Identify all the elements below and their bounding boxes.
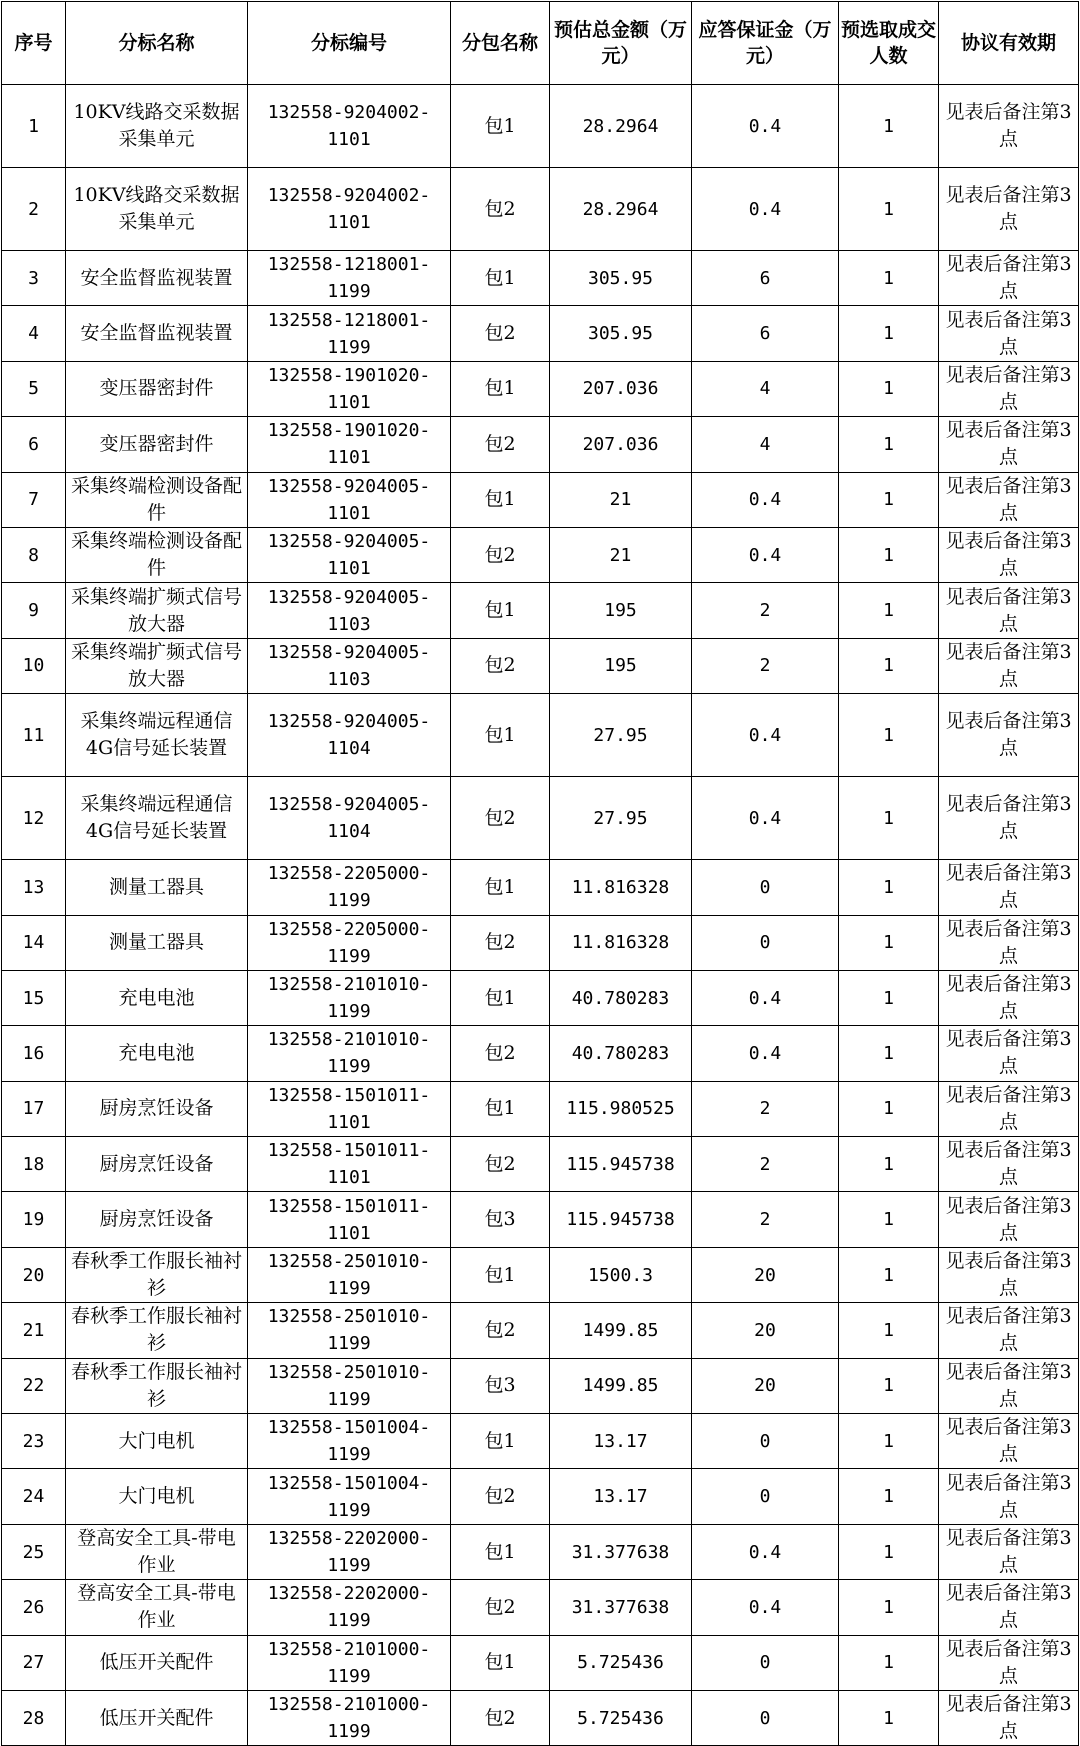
cell-amount: 5.725436	[550, 1690, 692, 1745]
table-row	[2, 361, 1079, 416]
cell-code: 132558-1218001-1199	[248, 306, 451, 361]
table-row	[2, 306, 1079, 361]
cell-amount: 40.780283	[550, 1026, 692, 1081]
cell-pkg: 包2	[451, 1690, 550, 1745]
cell-pkg: 包2	[451, 306, 550, 361]
cell-deposit: 0.4	[692, 1026, 839, 1081]
cell-name: 采集终端检测设备配件	[66, 527, 248, 582]
cell-name: 变压器密封件	[66, 417, 248, 472]
cell-name: 登高安全工具-带电作业	[66, 1524, 248, 1579]
cell-amount: 13.17	[550, 1414, 692, 1469]
cell-deposit: 6	[692, 306, 839, 361]
cell-deposit: 0	[692, 860, 839, 915]
cell-deposit: 20	[692, 1303, 839, 1358]
cell-pkg: 包1	[451, 860, 550, 915]
cell-seq: 28	[2, 1690, 66, 1745]
header-pkg: 分包名称	[451, 2, 550, 85]
cell-amount: 207.036	[550, 361, 692, 416]
cell-deposit: 20	[692, 1247, 839, 1302]
cell-validity: 见表后备注第3点	[939, 1303, 1079, 1358]
cell-validity: 见表后备注第3点	[939, 527, 1079, 582]
cell-name: 测量工器具	[66, 860, 248, 915]
cell-winners: 1	[839, 1414, 939, 1469]
cell-code: 132558-9204005-1101	[248, 527, 451, 582]
cell-deposit: 0.4	[692, 168, 839, 251]
table-row	[2, 1690, 1079, 1745]
cell-winners: 1	[839, 583, 939, 638]
table-row	[2, 1247, 1079, 1302]
cell-amount: 28.2964	[550, 85, 692, 168]
cell-code: 132558-9204002-1101	[248, 168, 451, 251]
cell-code: 132558-1901020-1101	[248, 417, 451, 472]
cell-winners: 1	[839, 417, 939, 472]
cell-winners: 1	[839, 1580, 939, 1635]
cell-pkg: 包2	[451, 777, 550, 860]
cell-code: 132558-1501004-1199	[248, 1414, 451, 1469]
cell-deposit: 0.4	[692, 970, 839, 1025]
cell-validity: 见表后备注第3点	[939, 1026, 1079, 1081]
cell-pkg: 包2	[451, 168, 550, 251]
cell-deposit: 2	[692, 1081, 839, 1136]
cell-winners: 1	[839, 1247, 939, 1302]
cell-name: 采集终端扩频式信号放大器	[66, 638, 248, 693]
cell-deposit: 0.4	[692, 85, 839, 168]
table-row	[2, 1137, 1079, 1192]
cell-pkg: 包1	[451, 1635, 550, 1690]
cell-deposit: 0	[692, 915, 839, 970]
table-row	[2, 1358, 1079, 1413]
cell-winners: 1	[839, 638, 939, 693]
table-row	[2, 85, 1079, 168]
header-winners: 预选取成交人数	[839, 2, 939, 85]
cell-name: 变压器密封件	[66, 361, 248, 416]
table-row	[2, 915, 1079, 970]
cell-deposit: 0	[692, 1690, 839, 1745]
cell-code: 132558-2101010-1199	[248, 970, 451, 1025]
table-row	[2, 777, 1079, 860]
cell-winners: 1	[839, 1026, 939, 1081]
cell-pkg: 包1	[451, 1524, 550, 1579]
cell-seq: 9	[2, 583, 66, 638]
cell-seq: 5	[2, 361, 66, 416]
cell-code: 132558-9204005-1101	[248, 472, 451, 527]
cell-validity: 见表后备注第3点	[939, 583, 1079, 638]
cell-seq: 3	[2, 251, 66, 306]
cell-code: 132558-2501010-1199	[248, 1303, 451, 1358]
cell-seq: 23	[2, 1414, 66, 1469]
cell-pkg: 包2	[451, 1137, 550, 1192]
cell-winners: 1	[839, 527, 939, 582]
cell-winners: 1	[839, 1524, 939, 1579]
cell-pkg: 包2	[451, 527, 550, 582]
cell-pkg: 包1	[451, 472, 550, 527]
cell-code: 132558-9204005-1103	[248, 583, 451, 638]
cell-code: 132558-9204005-1104	[248, 694, 451, 777]
cell-pkg: 包2	[451, 1469, 550, 1524]
cell-code: 132558-2101010-1199	[248, 1026, 451, 1081]
cell-amount: 40.780283	[550, 970, 692, 1025]
cell-name: 安全监督监视装置	[66, 251, 248, 306]
cell-seq: 10	[2, 638, 66, 693]
cell-name: 采集终端远程通信4G信号延长装置	[66, 694, 248, 777]
cell-amount: 1500.3	[550, 1247, 692, 1302]
cell-validity: 见表后备注第3点	[939, 85, 1079, 168]
cell-seq: 4	[2, 306, 66, 361]
cell-seq: 25	[2, 1524, 66, 1579]
cell-deposit: 4	[692, 417, 839, 472]
header-code: 分标编号	[248, 2, 451, 85]
cell-deposit: 2	[692, 1137, 839, 1192]
header-validity: 协议有效期	[939, 2, 1079, 85]
cell-name: 春秋季工作服长袖衬衫	[66, 1358, 248, 1413]
cell-code: 132558-9204005-1103	[248, 638, 451, 693]
cell-name: 春秋季工作服长袖衬衫	[66, 1303, 248, 1358]
header-amount: 预估总金额（万元）	[550, 2, 692, 85]
cell-winners: 1	[839, 1081, 939, 1136]
cell-name: 测量工器具	[66, 915, 248, 970]
header-name: 分标名称	[66, 2, 248, 85]
cell-name: 充电电池	[66, 970, 248, 1025]
cell-code: 132558-1901020-1101	[248, 361, 451, 416]
cell-deposit: 2	[692, 583, 839, 638]
cell-winners: 1	[839, 1192, 939, 1247]
table-row	[2, 1524, 1079, 1579]
cell-winners: 1	[839, 1469, 939, 1524]
cell-seq: 14	[2, 915, 66, 970]
cell-validity: 见表后备注第3点	[939, 694, 1079, 777]
cell-amount: 31.377638	[550, 1580, 692, 1635]
cell-pkg: 包1	[451, 251, 550, 306]
cell-winners: 1	[839, 306, 939, 361]
table-row	[2, 1303, 1079, 1358]
cell-pkg: 包2	[451, 915, 550, 970]
cell-amount: 31.377638	[550, 1524, 692, 1579]
header-seq: 序号	[2, 2, 66, 85]
cell-validity: 见表后备注第3点	[939, 1580, 1079, 1635]
cell-amount: 195	[550, 583, 692, 638]
cell-code: 132558-1501004-1199	[248, 1469, 451, 1524]
cell-winners: 1	[839, 1358, 939, 1413]
cell-amount: 207.036	[550, 417, 692, 472]
cell-amount: 1499.85	[550, 1358, 692, 1413]
cell-validity: 见表后备注第3点	[939, 168, 1079, 251]
cell-code: 132558-2101000-1199	[248, 1690, 451, 1745]
cell-amount: 11.816328	[550, 860, 692, 915]
cell-validity: 见表后备注第3点	[939, 417, 1079, 472]
cell-winners: 1	[839, 694, 939, 777]
cell-winners: 1	[839, 970, 939, 1025]
cell-winners: 1	[839, 1635, 939, 1690]
cell-amount: 27.95	[550, 777, 692, 860]
cell-seq: 19	[2, 1192, 66, 1247]
cell-amount: 305.95	[550, 306, 692, 361]
cell-name: 春秋季工作服长袖衬衫	[66, 1247, 248, 1302]
cell-amount: 195	[550, 638, 692, 693]
cell-pkg: 包1	[451, 361, 550, 416]
cell-amount: 115.945738	[550, 1192, 692, 1247]
cell-name: 厨房烹饪设备	[66, 1137, 248, 1192]
cell-code: 132558-1218001-1199	[248, 251, 451, 306]
cell-deposit: 0.4	[692, 527, 839, 582]
cell-deposit: 0.4	[692, 1524, 839, 1579]
cell-winners: 1	[839, 472, 939, 527]
cell-validity: 见表后备注第3点	[939, 970, 1079, 1025]
table-row	[2, 970, 1079, 1025]
cell-pkg: 包1	[451, 970, 550, 1025]
cell-code: 132558-2205000-1199	[248, 860, 451, 915]
table-row	[2, 860, 1079, 915]
cell-validity: 见表后备注第3点	[939, 1081, 1079, 1136]
cell-deposit: 20	[692, 1358, 839, 1413]
cell-pkg: 包2	[451, 417, 550, 472]
cell-code: 132558-2202000-1199	[248, 1524, 451, 1579]
table-row	[2, 1635, 1079, 1690]
cell-pkg: 包2	[451, 1580, 550, 1635]
cell-deposit: 6	[692, 251, 839, 306]
cell-seq: 11	[2, 694, 66, 777]
table-row	[2, 1192, 1079, 1247]
cell-winners: 1	[839, 251, 939, 306]
cell-seq: 24	[2, 1469, 66, 1524]
cell-name: 低压开关配件	[66, 1690, 248, 1745]
cell-deposit: 2	[692, 1192, 839, 1247]
cell-amount: 28.2964	[550, 168, 692, 251]
cell-validity: 见表后备注第3点	[939, 1690, 1079, 1745]
cell-winners: 1	[839, 168, 939, 251]
cell-name: 厨房烹饪设备	[66, 1081, 248, 1136]
cell-pkg: 包1	[451, 1081, 550, 1136]
cell-seq: 16	[2, 1026, 66, 1081]
table-row	[2, 1414, 1079, 1469]
cell-amount: 115.945738	[550, 1137, 692, 1192]
cell-validity: 见表后备注第3点	[939, 1247, 1079, 1302]
cell-code: 132558-1501011-1101	[248, 1137, 451, 1192]
cell-validity: 见表后备注第3点	[939, 1635, 1079, 1690]
cell-winners: 1	[839, 361, 939, 416]
cell-seq: 15	[2, 970, 66, 1025]
cell-code: 132558-2101000-1199	[248, 1635, 451, 1690]
cell-amount: 13.17	[550, 1469, 692, 1524]
cell-name: 厨房烹饪设备	[66, 1192, 248, 1247]
cell-seq: 27	[2, 1635, 66, 1690]
cell-validity: 见表后备注第3点	[939, 1414, 1079, 1469]
cell-deposit: 0	[692, 1414, 839, 1469]
cell-name: 安全监督监视装置	[66, 306, 248, 361]
cell-amount: 27.95	[550, 694, 692, 777]
cell-seq: 2	[2, 168, 66, 251]
cell-pkg: 包2	[451, 1026, 550, 1081]
cell-seq: 18	[2, 1137, 66, 1192]
cell-validity: 见表后备注第3点	[939, 1358, 1079, 1413]
table-row	[2, 168, 1079, 251]
cell-validity: 见表后备注第3点	[939, 361, 1079, 416]
cell-seq: 26	[2, 1580, 66, 1635]
cell-code: 132558-2501010-1199	[248, 1247, 451, 1302]
table-row	[2, 694, 1079, 777]
cell-amount: 305.95	[550, 251, 692, 306]
header-deposit: 应答保证金（万元）	[692, 2, 839, 85]
cell-validity: 见表后备注第3点	[939, 1524, 1079, 1579]
cell-deposit: 0	[692, 1635, 839, 1690]
cell-winners: 1	[839, 85, 939, 168]
cell-validity: 见表后备注第3点	[939, 638, 1079, 693]
cell-deposit: 0.4	[692, 777, 839, 860]
cell-name: 采集终端扩频式信号放大器	[66, 583, 248, 638]
cell-amount: 1499.85	[550, 1303, 692, 1358]
cell-winners: 1	[839, 1690, 939, 1745]
cell-deposit: 2	[692, 638, 839, 693]
cell-name: 10KV线路交采数据采集单元	[66, 85, 248, 168]
table-body	[2, 85, 1079, 1746]
cell-seq: 22	[2, 1358, 66, 1413]
cell-amount: 11.816328	[550, 915, 692, 970]
cell-name: 低压开关配件	[66, 1635, 248, 1690]
table-row	[2, 472, 1079, 527]
cell-code: 132558-9204002-1101	[248, 85, 451, 168]
cell-seq: 20	[2, 1247, 66, 1302]
cell-pkg: 包1	[451, 694, 550, 777]
cell-code: 132558-2205000-1199	[248, 915, 451, 970]
cell-seq: 7	[2, 472, 66, 527]
cell-deposit: 0	[692, 1469, 839, 1524]
cell-winners: 1	[839, 860, 939, 915]
cell-deposit: 0.4	[692, 1580, 839, 1635]
cell-deposit: 4	[692, 361, 839, 416]
cell-pkg: 包1	[451, 583, 550, 638]
cell-validity: 见表后备注第3点	[939, 251, 1079, 306]
cell-seq: 6	[2, 417, 66, 472]
cell-seq: 17	[2, 1081, 66, 1136]
cell-code: 132558-9204005-1104	[248, 777, 451, 860]
table-row	[2, 417, 1079, 472]
cell-validity: 见表后备注第3点	[939, 1137, 1079, 1192]
cell-pkg: 包3	[451, 1192, 550, 1247]
cell-name: 大门电机	[66, 1469, 248, 1524]
cell-pkg: 包1	[451, 1414, 550, 1469]
cell-name: 登高安全工具-带电作业	[66, 1580, 248, 1635]
cell-name: 采集终端远程通信4G信号延长装置	[66, 777, 248, 860]
cell-amount: 5.725436	[550, 1635, 692, 1690]
cell-validity: 见表后备注第3点	[939, 860, 1079, 915]
table-row	[2, 1081, 1079, 1136]
cell-seq: 13	[2, 860, 66, 915]
cell-name: 采集终端检测设备配件	[66, 472, 248, 527]
cell-validity: 见表后备注第3点	[939, 777, 1079, 860]
cell-validity: 见表后备注第3点	[939, 915, 1079, 970]
table-row	[2, 583, 1079, 638]
cell-validity: 见表后备注第3点	[939, 1469, 1079, 1524]
cell-name: 10KV线路交采数据采集单元	[66, 168, 248, 251]
table-row	[2, 1580, 1079, 1635]
cell-seq: 21	[2, 1303, 66, 1358]
header-row	[2, 2, 1079, 85]
cell-pkg: 包1	[451, 1247, 550, 1302]
cell-pkg: 包2	[451, 1303, 550, 1358]
cell-pkg: 包1	[451, 85, 550, 168]
cell-winners: 1	[839, 915, 939, 970]
cell-code: 132558-1501011-1101	[248, 1081, 451, 1136]
procurement-table	[1, 1, 1079, 1746]
cell-name: 充电电池	[66, 1026, 248, 1081]
cell-seq: 8	[2, 527, 66, 582]
table-row	[2, 1469, 1079, 1524]
cell-amount: 21	[550, 527, 692, 582]
table-row	[2, 527, 1079, 582]
cell-winners: 1	[839, 777, 939, 860]
cell-deposit: 0.4	[692, 472, 839, 527]
cell-deposit: 0.4	[692, 694, 839, 777]
cell-pkg: 包3	[451, 1358, 550, 1413]
cell-code: 132558-2501010-1199	[248, 1358, 451, 1413]
cell-validity: 见表后备注第3点	[939, 1192, 1079, 1247]
cell-code: 132558-2202000-1199	[248, 1580, 451, 1635]
cell-winners: 1	[839, 1137, 939, 1192]
cell-code: 132558-1501011-1101	[248, 1192, 451, 1247]
cell-winners: 1	[839, 1303, 939, 1358]
cell-seq: 12	[2, 777, 66, 860]
table-row	[2, 1026, 1079, 1081]
cell-amount: 21	[550, 472, 692, 527]
cell-pkg: 包2	[451, 638, 550, 693]
table-row	[2, 251, 1079, 306]
cell-amount: 115.980525	[550, 1081, 692, 1136]
cell-seq: 1	[2, 85, 66, 168]
cell-validity: 见表后备注第3点	[939, 472, 1079, 527]
cell-name: 大门电机	[66, 1414, 248, 1469]
table-row	[2, 638, 1079, 693]
cell-validity: 见表后备注第3点	[939, 306, 1079, 361]
